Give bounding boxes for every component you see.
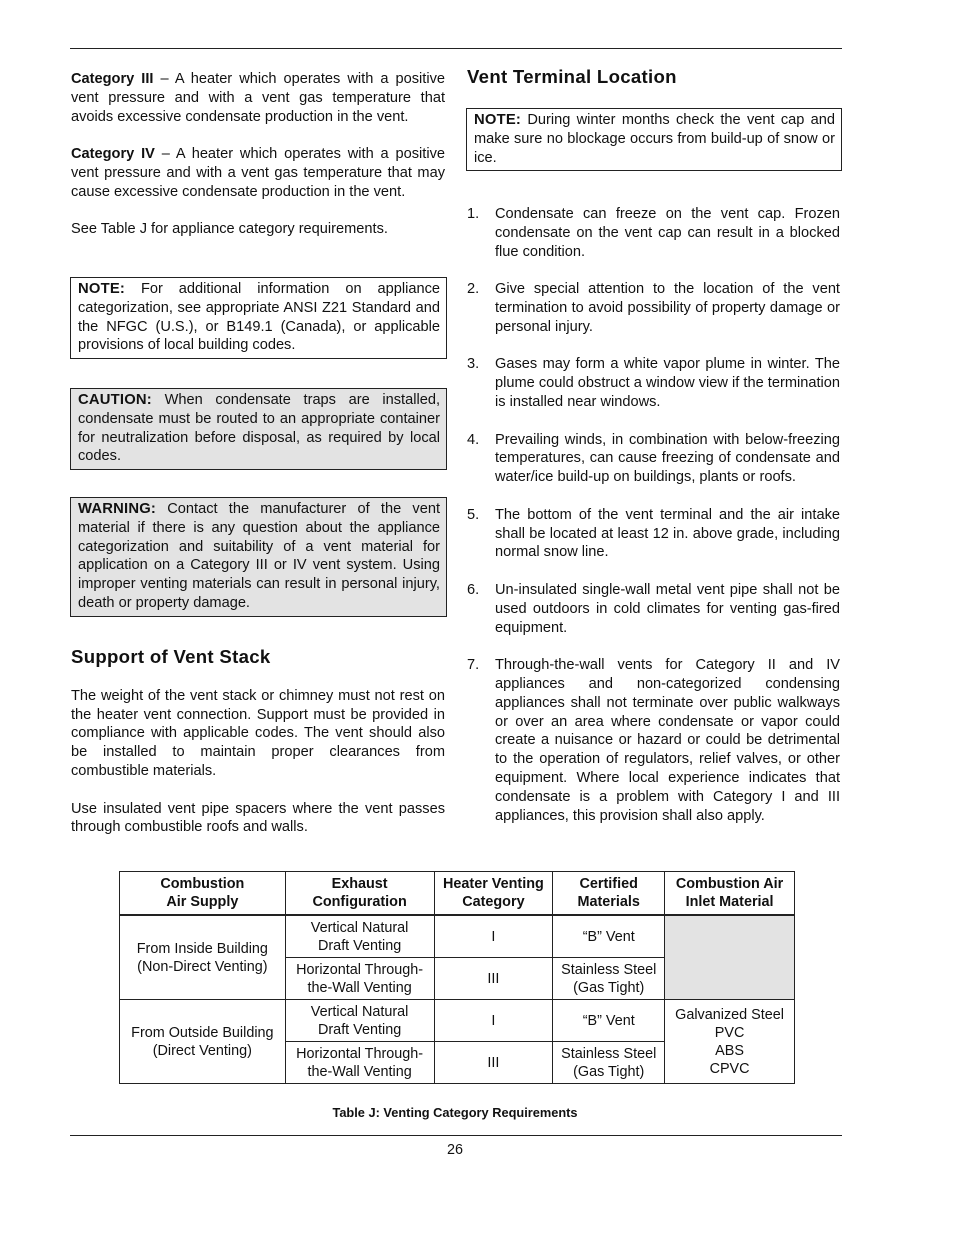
list-text: The bottom of the vent terminal and the air intake shall be located at least 12 in. above grade, including normal snow line.: [495, 506, 840, 561]
category-iii-label: Category III: [71, 71, 154, 87]
cell-exhaust: Horizontal Through- the-Wall Venting: [285, 958, 434, 1000]
table-caption: Table J: Venting Category Requirements: [332, 1105, 578, 1120]
right-column: [467, 68, 841, 87]
warning-box: [70, 497, 447, 617]
header-certified-materials: Certified Materials: [553, 872, 665, 916]
list-text: Give special attention to the location of the vent termination to avoid possibility of property damage or personal injury.: [495, 281, 840, 335]
list-text: Prevailing winds, in combination with below-freezing temperatures, can cause freezing of condensate and water/ice build-up on buildings, plants or roofs.: [495, 431, 840, 486]
note-box-categorization: [70, 277, 447, 359]
list-number: 5.: [467, 506, 480, 523]
page-number: 26: [446, 1142, 463, 1158]
left-column: [71, 70, 445, 239]
cell-materials: Stainless Steel (Gas Tight): [553, 958, 665, 1000]
cell-category: I: [434, 1000, 553, 1042]
support-section: [71, 648, 445, 837]
list-number: 6.: [467, 581, 480, 598]
caution-box: [70, 388, 447, 470]
cell-materials: Stainless Steel (Gas Tight): [553, 1042, 665, 1084]
cell-inlet-empty-shaded: [665, 915, 795, 1000]
list-number: 3.: [467, 356, 480, 373]
table-header-row: [120, 872, 795, 916]
support-paragraph-1: The weight of the vent stack or chimney must not rest on the heater vent connection. Support must be provided in compliance with applicable codes. The vent should also be installed to maintain proper clearances from combustible materials.: [71, 687, 445, 779]
list-item-5: [467, 506, 840, 562]
table-row: [120, 915, 795, 958]
list-item-4: [467, 431, 840, 487]
winter-note-text: During winter months check the vent cap and make sure no blockage occurs from build-up of snow or ice.: [474, 112, 835, 166]
venting-category-table: [119, 871, 795, 1084]
list-item-6: [467, 581, 840, 637]
winter-note-label: NOTE:: [474, 112, 522, 128]
vent-location-list: [467, 205, 840, 825]
header-exhaust-configuration: Exhaust Configuration: [285, 872, 434, 916]
caution-label: CAUTION:: [78, 392, 152, 408]
vent-terminal-heading: Vent Terminal Location: [467, 66, 677, 87]
header-heater-venting-category: Heater Venting Category: [434, 872, 553, 916]
header-combustion-air-inlet-material: Combustion Air Inlet Material: [665, 872, 795, 916]
category-iv-label: Category IV: [71, 146, 155, 163]
cell-exhaust: Vertical Natural Draft Venting: [285, 1000, 434, 1042]
caution-text: When condensate traps are installed, condensate must be routed to an appropriate container for neutralization before disposal, as required by local codes.: [78, 392, 440, 465]
cell-materials: “B” Vent: [553, 1000, 665, 1042]
warning-label: WARNING:: [78, 501, 157, 517]
table-row: [120, 1000, 795, 1042]
list-item-2: [467, 280, 840, 336]
warning-text: Contact the manufacturer of the vent material if there is any question about the appliance categorization and suitability of a vent material for application on a Category III or IV vent system. Using improper venting materials can result in personal injury, death or property damage.: [78, 501, 440, 611]
list-number: 2.: [467, 281, 480, 298]
support-paragraph-2: Use insulated vent pipe spacers where the vent passes through combustible roofs and walls.: [71, 800, 445, 836]
top-rule: [70, 48, 842, 49]
list-text: Through-the-wall vents for Category II and IV appliances and non-categorized condensing appliances shall not terminate over public walkways or over an area where condensate or vapor could create a nuisance or hazard or could be detrimental to the operation of regulators, relief valves, or other equipment. Where local experience indicates that condensate is a problem with Category I and III appliances, this provision shall also apply.: [495, 657, 840, 824]
category-iii-text: – A heater which operates with a positive vent pressure and with a vent gas temperature that avoids excessive condensate production in the vent.: [71, 71, 445, 125]
cell-exhaust: Vertical Natural Draft Venting: [285, 915, 434, 958]
list-number: 4.: [467, 431, 480, 448]
see-table-text: See Table J for appliance category requirements.: [71, 221, 388, 238]
list-text: Gases may form a white vapor plume in winter. The plume could obstruct a window view if the termination is installed near windows.: [495, 356, 840, 410]
cell-category: III: [434, 958, 553, 1000]
note-box-winter: [466, 108, 842, 171]
cell-category: III: [434, 1042, 553, 1084]
bottom-rule: [70, 1135, 842, 1136]
note-label: NOTE:: [78, 281, 126, 297]
list-number: 7.: [467, 657, 480, 674]
category-iv-text: – A heater which operates with a positive vent pressure and with a vent gas temperature that may cause excessive condensate production in the vent.: [71, 146, 445, 200]
support-heading: Support of Vent Stack: [71, 646, 271, 667]
list-text: Condensate can freeze on the vent cap. Frozen condensate on the vent cap can result in a blocked flue condition.: [495, 206, 840, 260]
header-combustion-air-supply: Combustion Air Supply: [120, 872, 286, 916]
cell-exhaust: Horizontal Through- the-Wall Venting: [285, 1042, 434, 1084]
list-number: 1.: [467, 206, 480, 222]
cell-outside-building: From Outside Building (Direct Venting): [120, 1000, 286, 1084]
cell-materials: “B” Vent: [553, 915, 665, 958]
list-item-7: [467, 656, 840, 825]
list-item-3: [467, 355, 840, 411]
cell-inlet-materials: Galvanized Steel PVC ABS CPVC: [665, 1000, 795, 1084]
category-iv-definition: [71, 145, 445, 201]
cell-inside-building: From Inside Building (Non-Direct Venting): [120, 915, 286, 1000]
list-item-1: [467, 205, 840, 261]
list-text: Un-insulated single-wall metal vent pipe shall not be used outdoors in cold climates for venting gas-fired equipment.: [495, 581, 840, 636]
cell-category: I: [434, 915, 553, 958]
note-text: For additional information on appliance categorization, see appropriate ANSI Z21 Standard and the NFGC (U.S.), or B149.1 (Canada), or applicable provisions of local building codes.: [78, 281, 440, 354]
category-iii-definition: [71, 70, 445, 126]
